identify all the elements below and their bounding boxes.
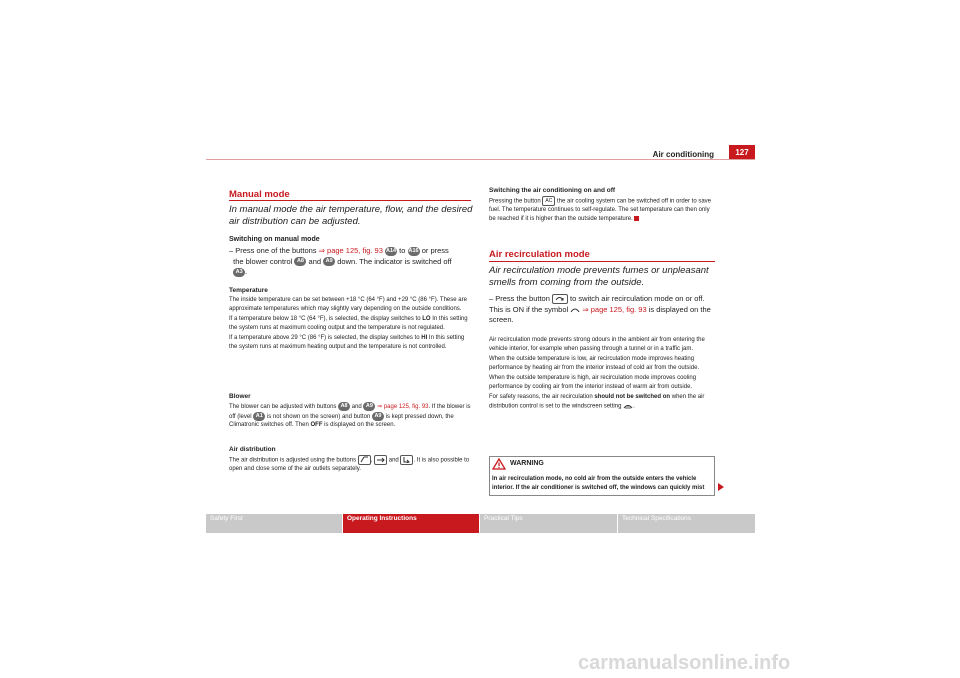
tab-technical-specifications[interactable]: Technical Specifications — [618, 514, 755, 533]
manual-mode-step: – Press one of the buttons ⇒ page 125, fig. 93 A14 to A16 or press the blower control A8 and A9 down. The indicator is switched off A3 . — [229, 246, 452, 276]
watermark: carmanualsonline.info — [578, 652, 791, 674]
recirc-heading: Air recirculation mode — [489, 249, 590, 260]
continue-arrow-icon — [717, 482, 725, 492]
page-ref-link[interactable]: ⇒ page 125, fig. 93 — [377, 404, 429, 411]
tab-operating-instructions[interactable]: Operating Instructions — [343, 514, 479, 533]
temperature-text: The inside temperature can be set between +18 °C (64 °F) and +29 °C (86 °F). These are approximate temperatures which may slightly vary depending on the outside conditions. If a temperature below 18 °C (64 °F), is selected, the display switches to LO In this setting the system runs at maximum cooling output and the temperature is not regulated. If a temperature above 29 °C (86 °F) is selected, the display switches to HI In this setting the system runs at maximum heating output and the temperature is not controlled. — [229, 297, 468, 350]
ac-switch-heading: Switching the air conditioning on and off — [489, 187, 616, 194]
page-header-title: Air conditioning — [652, 150, 714, 159]
recirc-body: Air recirculation mode prevents strong odours in the ambient air from entering the vehicle interior, for example when passing through a tunnel or in a traffic jam. When the outside temperature is low, air recirculation mode improves heating performance by heating air from the interior instead of cold air from the outside. When the outside temperature is high, air recirculation mode improves cooling performance by cooling air from the interior instead of warm air from outside. For safety reasons, the air recirculation should not be switched on when the air distribution control is set to the windscreen setting . — [489, 337, 705, 410]
header-rule — [206, 159, 755, 160]
footwell-vent-icon — [400, 455, 413, 465]
button-badge: A14 — [386, 247, 397, 254]
switch-on-heading: Switching on manual mode — [229, 236, 320, 243]
warning-title: WARNING — [510, 460, 544, 467]
tab-safety-first[interactable]: Safety First — [206, 514, 342, 533]
page-ref-link[interactable]: ⇒ page 125, fig. 93 — [582, 304, 647, 314]
ac-switch-text: Pressing the button AC the air cooling system can be switched off in order to save fuel. The temperature continues to self-regulate. The set temperature can then only be reached if it is higher than the outside temperature. — [489, 198, 712, 222]
face-vent-icon — [374, 455, 387, 465]
section-rule — [229, 200, 471, 201]
windscreen-feet-icon — [358, 455, 371, 465]
button-badge: A9 — [372, 412, 384, 421]
air-distribution-heading: Air distribution — [229, 446, 276, 453]
recirculation-symbol-icon — [570, 306, 580, 314]
button-badge: A9 — [363, 402, 375, 411]
recirc-step: – Press the button to switch air recirculation mode on or off. This is ON if the symbol ⇒ page 125, fig. 93 is displayed on the screen. — [489, 294, 711, 324]
warning-triangle-icon — [492, 458, 506, 470]
blower-heading: Blower — [229, 393, 251, 400]
button-badge: A9 — [323, 257, 335, 266]
windscreen-icon — [623, 402, 633, 410]
button-badge: A8 — [338, 402, 350, 411]
button-badge: A1 — [253, 412, 265, 421]
page-ref-link[interactable]: ⇒ page 125, fig. 93 — [318, 246, 383, 255]
warning-text: In air recirculation mode, no cold air from the outside enters the vehicle interior. If the air conditioner is switched off, the windows can quickly mist — [492, 476, 705, 491]
blower-text: The blower can be adjusted with buttons A8 and A9 ⇒ page 125, fig. 93. If the blower is off (level A1 is not shown on the screen) and button A9 is kept pressed down, the Climatronic switches off. Then OFF is displayed on the screen. — [229, 403, 471, 429]
page-number: 127 — [729, 145, 755, 160]
recirc-subtitle: Air recirculation mode prevents fumes or unpleasant smells from coming from the outside. — [489, 265, 709, 288]
ac-key: AC — [542, 196, 555, 206]
recirculation-icon — [552, 294, 568, 304]
button-badge: A8 — [294, 257, 306, 266]
button-badge: A3 — [233, 268, 245, 277]
section-end-marker — [634, 216, 639, 221]
temperature-heading: Temperature — [229, 287, 268, 294]
section-rule — [489, 261, 715, 262]
air-distribution-text: The air distribution is adjusted using the buttons , and . It is also possible to open and close some of the air outlets separately. — [229, 455, 474, 474]
manual-mode-heading: Manual mode — [229, 189, 290, 200]
button-badge: A16 — [408, 247, 419, 254]
tab-practical-tips[interactable]: Practical Tips — [480, 514, 617, 533]
manual-mode-subtitle: In manual mode the air temperature, flow, and the desired air distribution can be adjusted. — [229, 204, 473, 227]
